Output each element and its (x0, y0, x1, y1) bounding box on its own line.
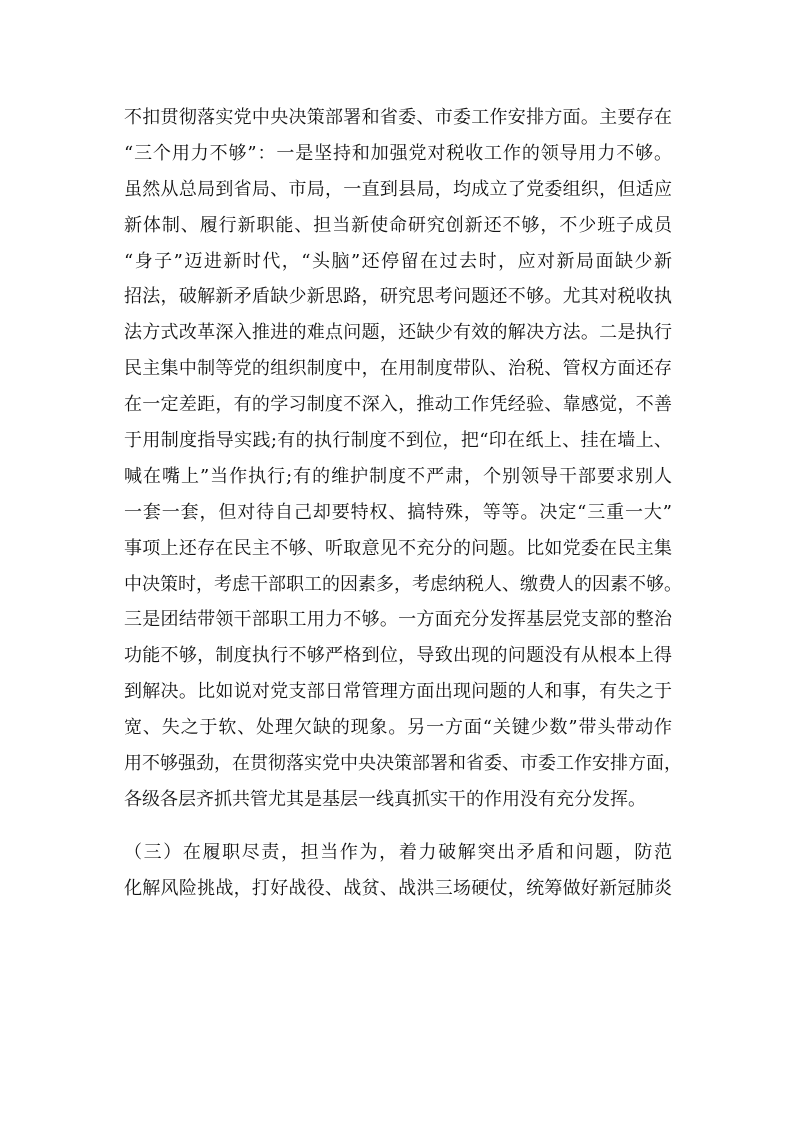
text-line: （三）在履职尽责，担当作为，着力破解突出矛盾和问题，防范 (124, 841, 672, 863)
text-line: 化解风险挑战，打好战役、战贫、战洪三场硬仗，统筹做好新冠肺炎 (124, 877, 672, 899)
text-line: 不扣贯彻落实党中央决策部署和省委、市委工作安排方面。主要存在 (124, 107, 672, 128)
text-line: 中决策时，考虑干部职工的因素多，考虑纳税人、缴费人的因素不够。 (124, 573, 682, 595)
text-line: 各级各层齐抓共管尤其是基层一线真抓实干的作用没有充分发挥。 (124, 788, 646, 810)
text-line: 一套一套，但对待自己却要特权、搞特殊，等等。决定“三重一大” (124, 501, 672, 523)
text-line: 虽然从总局到省局、市局，一直到县局，均成立了党委组织，但适应 (124, 178, 672, 200)
text-line: “三个用力不够”：一是坚持和加强党对税收工作的领导用力不够。 (124, 142, 672, 164)
text-line: 新体制、履行新职能、担当新使命研究创新还不够，不少班子成员 (124, 214, 672, 236)
text-line: 在一定差距，有的学习制度不深入，推动工作凭经验、靠感觉，不善 (124, 394, 672, 416)
text-line: 宽、失之于软、处理欠缺的现象。另一方面“关键少数”带头带动作 (124, 717, 672, 739)
text-line: 于用制度指导实践;有的执行制度不到位，把“印在纸上、挂在墙上、 (124, 430, 672, 452)
text-line: 到解决。比如说对党支部日常管理方面出现问题的人和事，有失之于 (124, 681, 672, 703)
text-line: 三是团结带领干部职工用力不够。一方面充分发挥基层党支部的整治 (124, 609, 672, 631)
text-line: 事项上还存在民主不够、听取意见不充分的问题。比如党委在民主集 (124, 537, 672, 559)
text-line: 招法，破解新矛盾缺少新思路，研究思考问题还不够。尤其对税收执 (124, 286, 672, 308)
paragraph-gap (124, 818, 672, 835)
paragraph-2 (124, 835, 672, 907)
document-body (124, 100, 682, 907)
paragraph-1 (124, 100, 682, 818)
text-line: 喊在嘴上”当作执行;有的维护制度不严肃，个别领导干部要求别人 (124, 465, 672, 487)
text-line: 用不够强劲，在贯彻落实党中央决策部署和省委、市委工作安排方面， (124, 753, 682, 775)
text-line: 功能不够，制度执行不够严格到位，导致出现的问题没有从根本上得 (124, 645, 672, 667)
text-line: “身子”迈进新时代，“头脑”还停留在过去时，应对新局面缺少新 (124, 250, 672, 272)
text-line: 法方式改革深入推进的难点问题，还缺少有效的解决方法。二是执行 (124, 322, 672, 344)
text-line: 民主集中制等党的组织制度中，在用制度带队、治税、管权方面还存 (124, 358, 672, 380)
